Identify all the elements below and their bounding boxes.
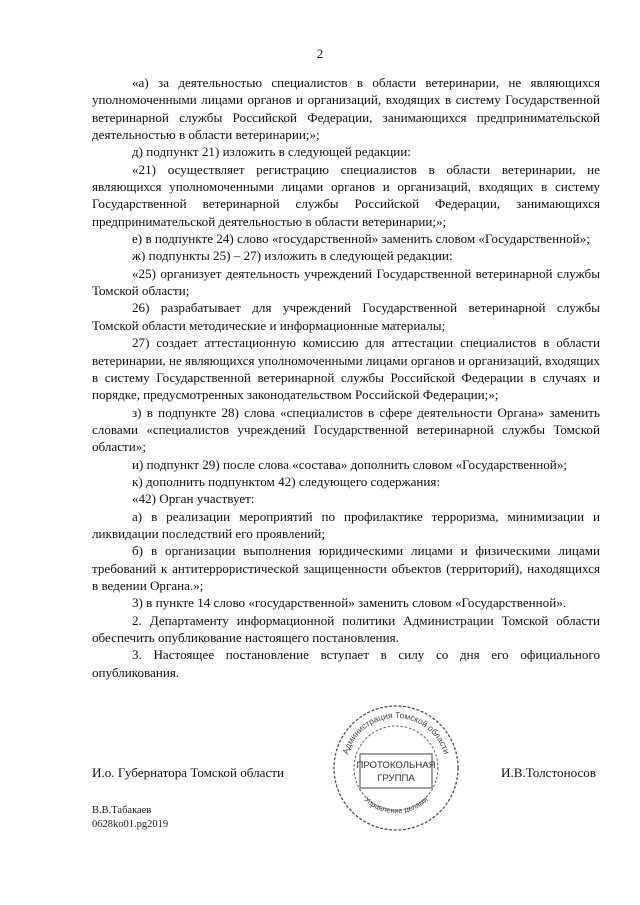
paragraph: 26) разрабатывает для учреждений Государственной ветеринарной службы Томской области методические и информационные материалы; bbox=[92, 300, 600, 333]
paragraph: 27) создает аттестационную комиссию для аттестации специалистов в области ветеринарии, не являющихся уполномоченными лицами органов и организаций, входящих в систему Государственной ветеринарной службы Российской Федерации в случаях и порядке, предусмотренных законодательством Российской Федерации;»; bbox=[92, 335, 600, 403]
paragraph: е) в подпункте 24) слово «государственной» заменить словом «Государственной»; bbox=[132, 231, 590, 247]
paragraph: «а) за деятельностью специалистов в области ветеринарии, не являющихся уполномоченными лицами органов и организаций, входящих в систему Государственной ветеринарной службы Российской Федерации, занимающихся предпринимательской деятельностью в области ветеринарии;»; bbox=[92, 75, 600, 143]
paragraph: з) в подпункте 28) слова «специалистов в сфере деятельности Органа» заменить словами «специалистов учреждений Государственной ветеринарной службы Томской области»; bbox=[92, 404, 600, 455]
svg-text:Администрация Томской области bbox=[340, 710, 452, 756]
footer-notes bbox=[92, 804, 168, 832]
paragraph: 2. Департаменту информационной политики Администрации Томской области обеспечить опубликование настоящего постановления. bbox=[92, 612, 600, 645]
file-reference: 0628ko01.pg2019 bbox=[92, 819, 169, 830]
paragraph: «21) осуществляет регистрацию специалистов в области ветеринарии, не являющихся уполномоченными лицами органов и организаций, входящих в систему Государственной ветеринарной службы Российской Федерации, занимающихся предпринимательской деятельностью в области ветеринарии;»; bbox=[92, 161, 600, 229]
paragraph: а) в реализации мероприятий по профилактике терроризма, минимизации и ликвидации последствий его проявлений; bbox=[92, 508, 600, 541]
page-number: 2 bbox=[316, 46, 324, 61]
stamp-line-2: ГРУППА bbox=[377, 773, 415, 784]
executor-name: В.В.Табакаев bbox=[92, 805, 152, 816]
paragraph: 3. Настоящее постановление вступает в силу со дня его официального опубликования. bbox=[92, 647, 600, 680]
official-stamp bbox=[330, 702, 462, 834]
paragraph: 3) в пункте 14 слово «государственной» заменить словом «Государственной». bbox=[132, 595, 567, 611]
paragraph: ж) подпункты 25) – 27) изложить в следующей редакции: bbox=[132, 248, 453, 264]
svg-text:Управление делами bbox=[362, 795, 429, 815]
stamp-line-1: ПРОТОКОЛЬНАЯ bbox=[356, 760, 436, 771]
paragraph: к) дополнить подпунктом 42) следующего содержания: bbox=[132, 473, 441, 489]
paragraph: «25) организует деятельность учреждений Государственной ветеринарной службы Томской области; bbox=[92, 265, 600, 299]
paragraph: б) в организации выполнения юридическими лицами и физическими лицами требований к антитеррористической защищенности объектов (территорий), находящихся в ведении Органа.»; bbox=[92, 543, 600, 593]
stamp-bottom-text: Управление делами bbox=[362, 794, 430, 816]
signatory-position: И.о. Губернатора Томской области bbox=[92, 765, 285, 780]
paragraph: д) подпункт 21) изложить в следующей редакции: bbox=[132, 144, 411, 160]
document-body bbox=[92, 74, 600, 681]
stamp-outer-text: Администрация Томской области bbox=[340, 709, 452, 756]
paragraph: «42) Орган участвует: bbox=[132, 491, 255, 507]
signatory-name: И.В.Толстоносов bbox=[501, 765, 596, 780]
paragraph: и) подпункт 29) после слова «состава» дополнить словом «Государственной»; bbox=[132, 456, 568, 472]
